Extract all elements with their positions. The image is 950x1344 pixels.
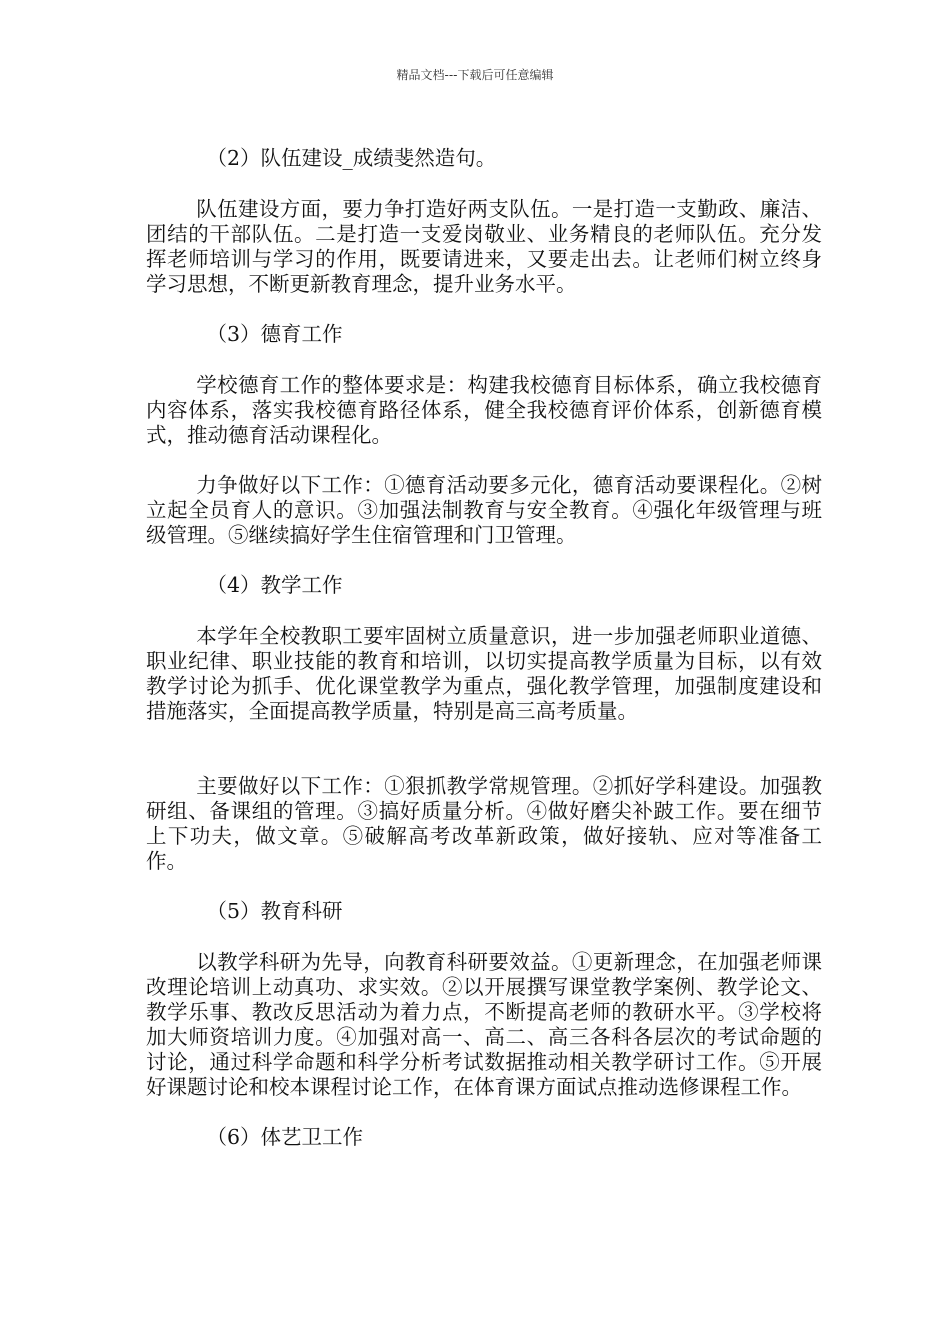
paragraph-moral-education-requirements: 学校德育工作的整体要求是：构建我校德育目标体系，确立我校德育内容体系，落实我校德育路径体系，健全我校德育评价体系，创新德育模式，推动德育活动课程化。	[146, 373, 822, 447]
paragraph-research: 以教学科研为先导，向教育科研要效益。①更新理念，在加强老师课改理论培训上动真功、求实效。②以开展撰写课堂教学案例、教学论文、教学乐事、教改反思活动为着力点，不断提高老师的教研水平。③学校将加大师资培训力度。④加强对高一、高二、高三各科各层次的考试命题的讨论，通过科学命题和科学分析考试数据推动相关教学研讨工作。⑤开展好课题讨论和校本课程讨论工作，在体育课方面试点推动选修课程工作。	[146, 950, 822, 1099]
section-heading-teaching: （4）教学工作	[206, 573, 343, 597]
paragraph-teaching-quality: 本学年全校教职工要牢固树立质量意识，进一步加强老师职业道德、职业纪律、职业技能的教育和培训，以切实提高教学质量为目标，以有效教学讨论为抓手、优化课堂教学为重点，强化教学管理，加强制度建设和措施落实，全面提高教学质量，特别是高三高考质量。	[146, 624, 822, 723]
section-heading-team-building: （2）队伍建设_成绩斐然造句。	[206, 146, 497, 170]
document-body	[146, 146, 822, 1176]
section-heading-sports-arts-health: （6）体艺卫工作	[206, 1125, 364, 1149]
page-header: 精品文档---下载后可任意编辑	[396, 68, 554, 82]
section-heading-research: （5）教育科研	[206, 899, 343, 923]
section-heading-moral-education: （3）德育工作	[206, 322, 343, 346]
paragraph-team-building: 队伍建设方面，要力争打造好两支队伍。一是打造一支勤政、廉洁、团结的干部队伍。二是打造一支爱岗敬业、业务精良的老师队伍。充分发挥老师培训与学习的作用，既要请进来，又要走出去。让老师们树立终身学习思想，不断更新教育理念，提升业务水平。	[146, 197, 822, 296]
paragraph-moral-education-tasks: 力争做好以下工作：①德育活动要多元化，德育活动要课程化。②树立起全员育人的意识。③加强法制教育与安全教育。④强化年级管理与班级管理。⑤继续搞好学生住宿管理和门卫管理。	[146, 473, 822, 547]
paragraph-teaching-tasks: 主要做好以下工作：①狠抓教学常规管理。②抓好学科建设。加强教研组、备课组的管理。③搞好质量分析。④做好磨尖补跛工作。要在细节上下功夫，做文章。⑤破解高考改革新政策，做好接轨、应对等准备工作。	[146, 774, 822, 873]
